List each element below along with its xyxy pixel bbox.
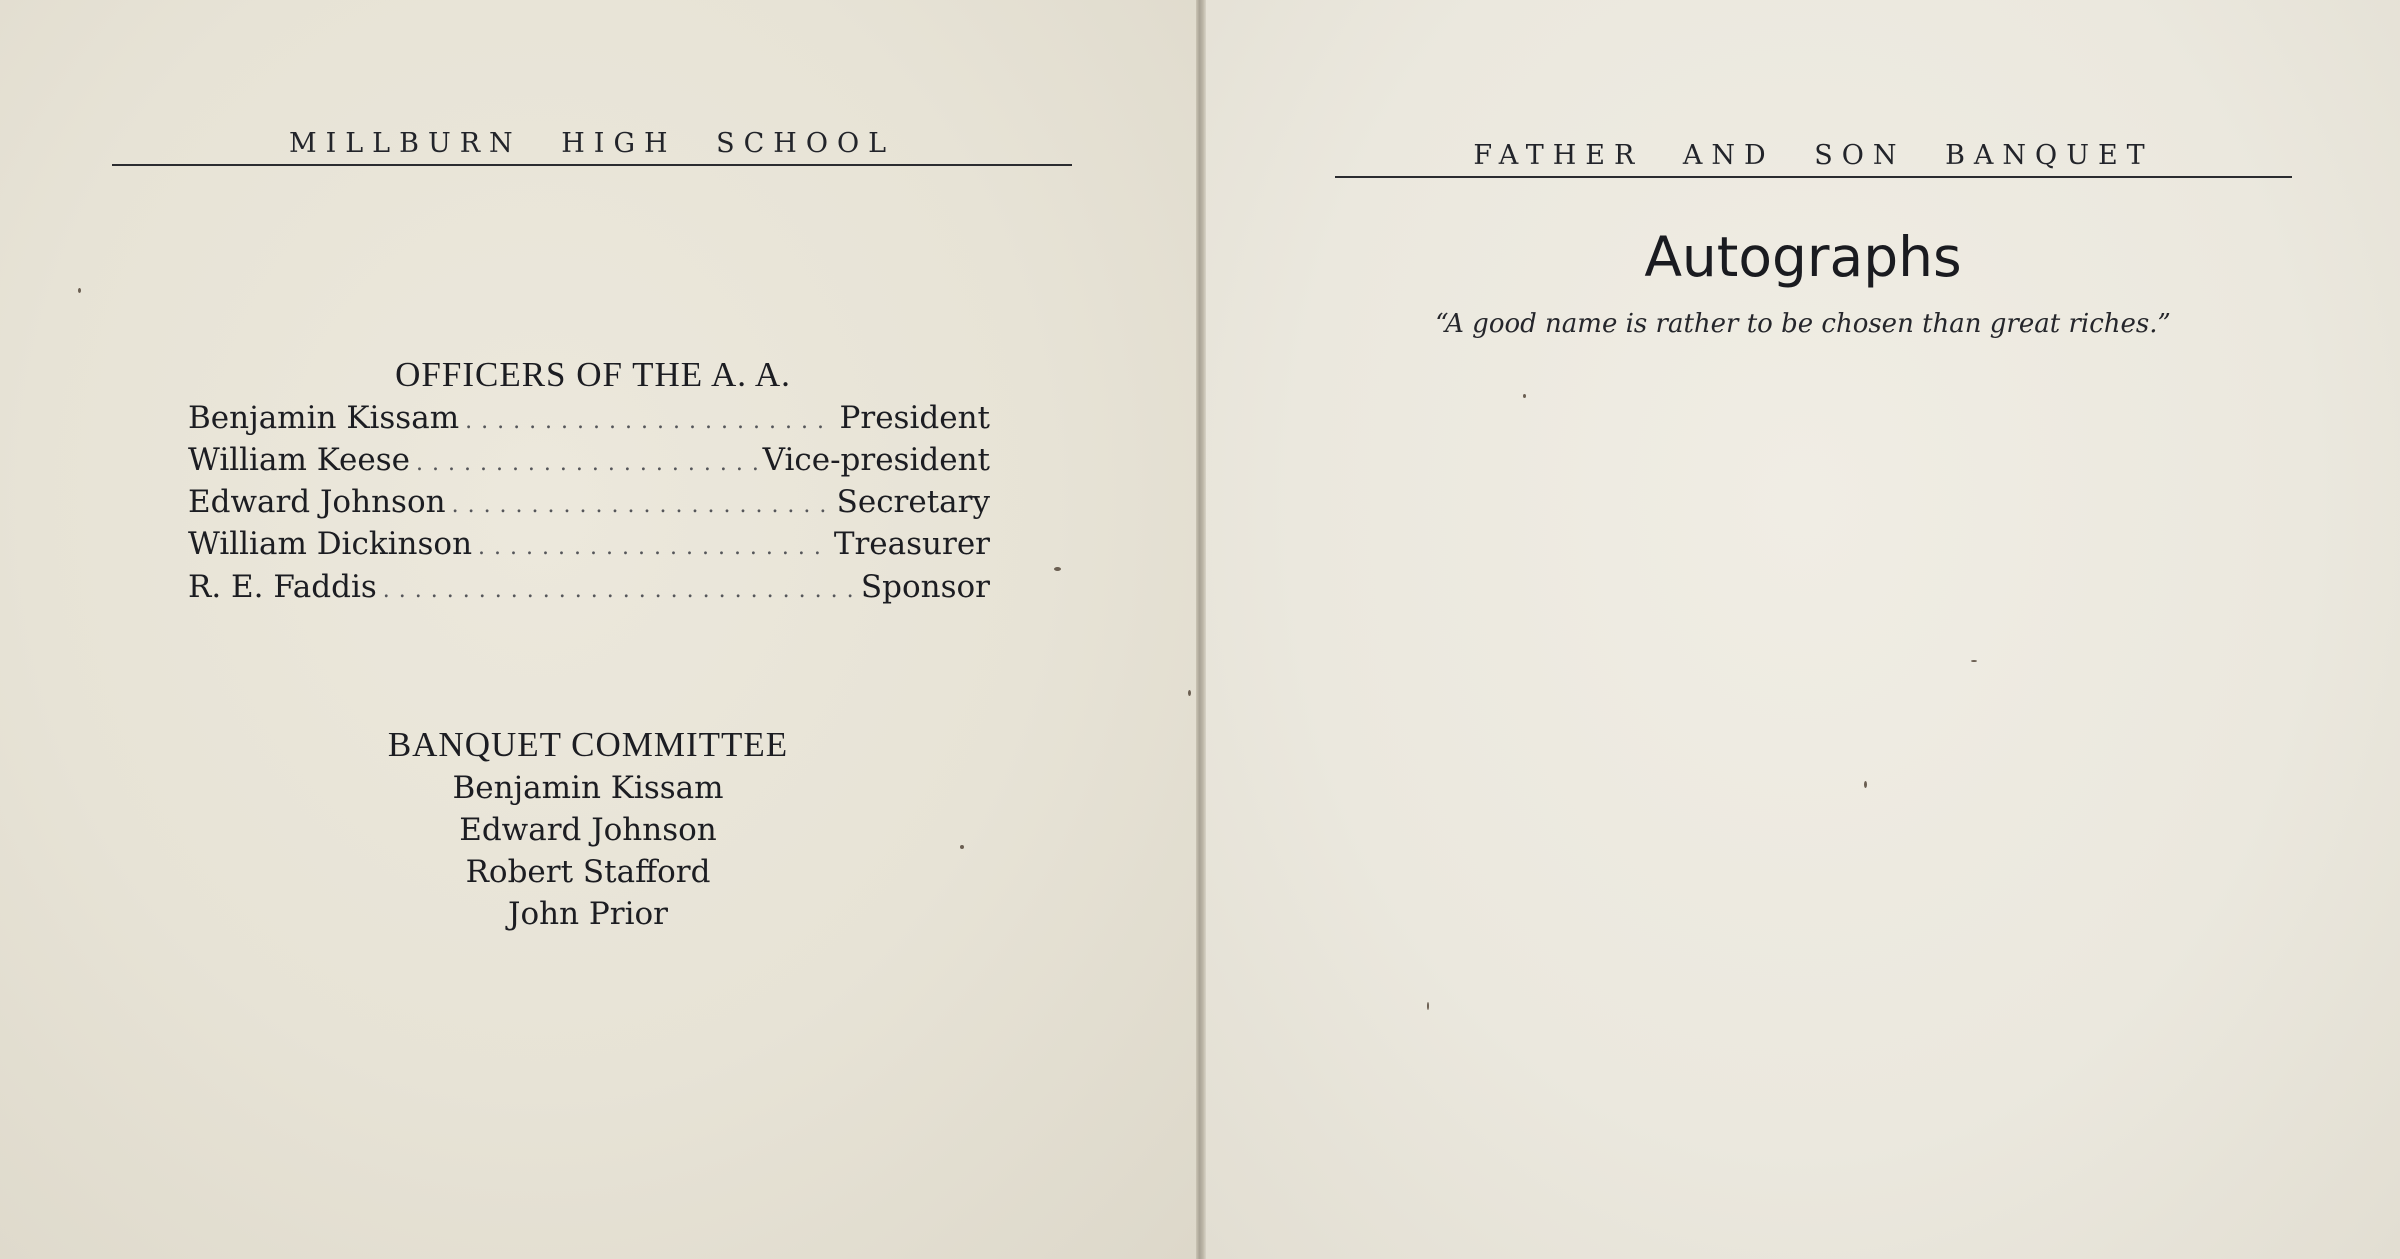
book-gutter <box>1196 0 1206 1259</box>
paper-speck <box>960 845 964 849</box>
officer-row <box>188 481 990 523</box>
paper-speck <box>1188 690 1191 696</box>
officer-row <box>188 397 990 439</box>
committee-member: Benjamin Kissam <box>452 770 724 806</box>
right-running-head: FATHER AND SON BANQUET <box>1473 140 2154 171</box>
paper-speck <box>1427 1002 1429 1010</box>
officer-row <box>188 523 990 565</box>
officer-name: R. E. Faddis <box>188 569 377 605</box>
officer-role: Secretary <box>836 484 990 520</box>
left-running-head: MILLBURN HIGH SCHOOL <box>288 128 896 159</box>
officer-role: Treasurer <box>833 526 990 562</box>
dot-leader <box>383 570 855 612</box>
right-header-rule <box>1335 176 2292 178</box>
officer-name: Benjamin Kissam <box>188 400 460 436</box>
officer-name: Edward Johnson <box>188 484 446 520</box>
officer-role: Sponsor <box>860 569 990 605</box>
dot-leader <box>452 485 831 527</box>
officer-row <box>188 566 990 608</box>
left-header-rule <box>112 164 1072 166</box>
officer-role: Vice-president <box>762 442 990 478</box>
officer-row <box>188 439 990 481</box>
officer-name: William Dickinson <box>188 526 473 562</box>
dot-leader <box>478 527 828 569</box>
dot-leader <box>416 443 757 485</box>
officers-heading: OFFICERS OF THE A. A. <box>395 355 791 394</box>
paper-speck <box>1864 781 1867 788</box>
epigraph-quote: “A good name is rather to be chosen than great riches.” <box>1435 309 2171 339</box>
paper-speck <box>1523 394 1526 398</box>
committee-member: Edward Johnson <box>459 812 717 848</box>
officer-role: President <box>839 400 990 436</box>
committee-member: Robert Stafford <box>465 854 711 890</box>
committee-heading: BANQUET COMMITTEE <box>387 725 789 764</box>
paper-speck <box>1054 567 1061 571</box>
right-page <box>1206 0 2400 1259</box>
committee-member: John Prior <box>508 896 668 932</box>
paper-speck <box>1971 660 1977 662</box>
dot-leader <box>465 401 833 443</box>
officer-name: William Keese <box>188 442 410 478</box>
paper-speck <box>78 288 81 293</box>
autographs-title: Autographs <box>1644 225 1962 289</box>
left-page <box>0 0 1196 1259</box>
